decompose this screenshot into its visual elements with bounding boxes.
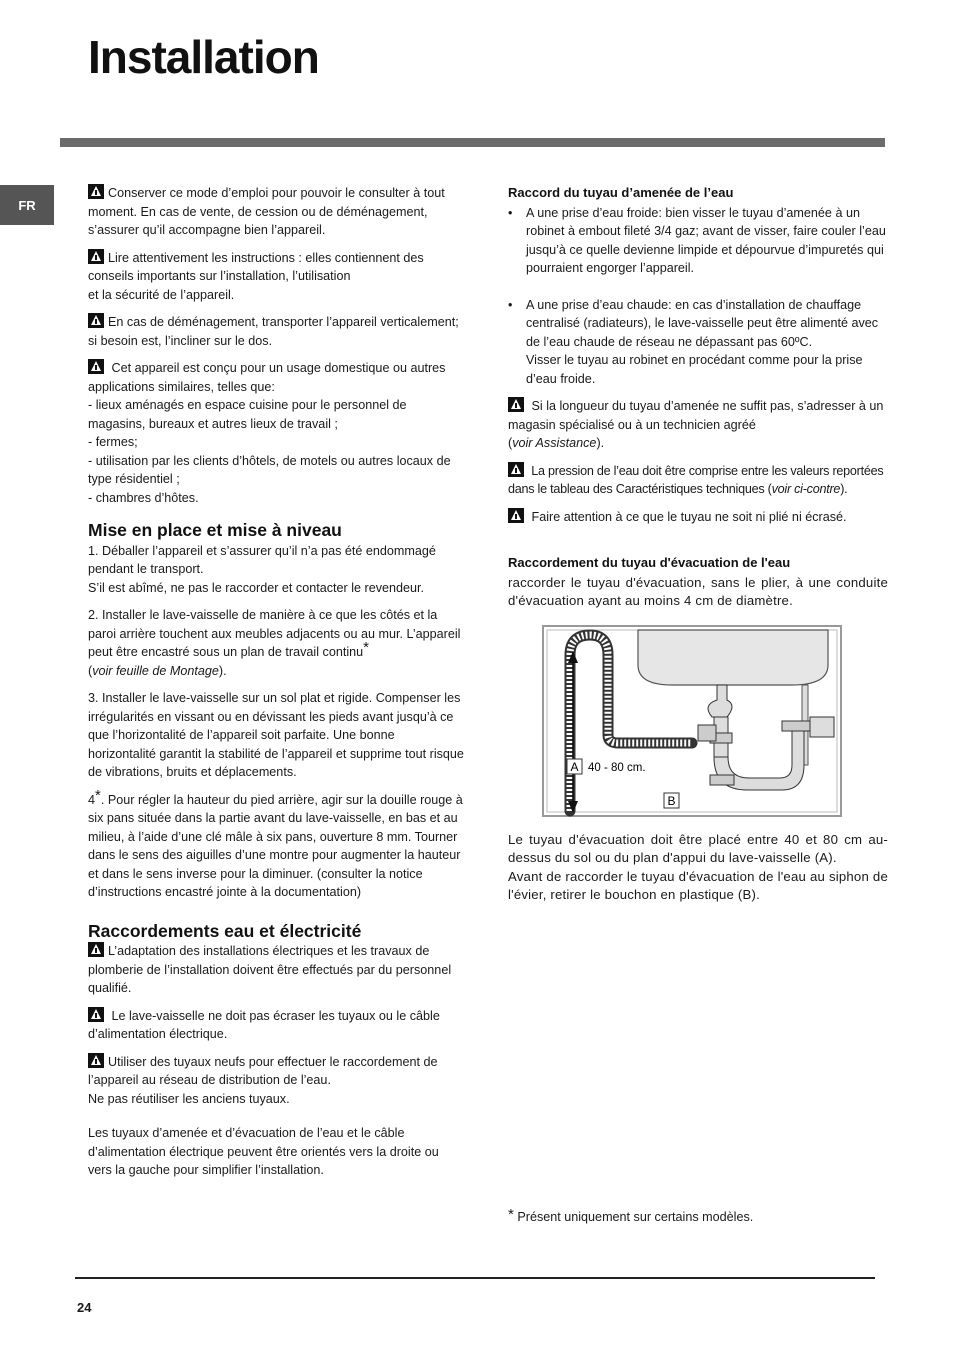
warning-text: Utiliser des tuyaux neufs pour effectuer le raccordement de l’appareil au réseau de distribution de l’eau. [88, 1054, 438, 1087]
step-number: 4 [88, 792, 96, 807]
list-item: - chambres d’hôtes. [88, 490, 199, 505]
wall-outlet-pipe [810, 717, 834, 737]
warning-triangle-icon [508, 397, 524, 412]
warning-text: L’adaptation des installations électriques et les travaux de plomberie de l’installation doivent être effectués par du personnel qualifié. [88, 944, 452, 995]
warning-text: Cet appareil est conçu pour un usage domestique ou autres applications similaires, telles que: [88, 361, 446, 394]
list-item [526, 296, 888, 389]
warning-triangle-icon [88, 1007, 104, 1022]
warning-text: Si la longueur du tuyau d’amenée ne suffit pas, s’adresser à un magasin spécialisé ou à un technicien agréé [508, 399, 884, 432]
list-item-text: A une prise d’eau chaude: en cas d’installation de chauffage centralisé (radiateurs), le lave-vaisselle peut être alimenté avec de l’eau chaude de réseau ne dépassant pas 60ºC. [526, 297, 879, 349]
paragraph [508, 831, 888, 905]
warning-paragraph [88, 1053, 466, 1109]
warning-triangle-icon [88, 313, 104, 328]
page-title: Installation [88, 31, 319, 83]
step-2: 2. Installer le lave-vaisselle de manière à ce que les côtés et la paroi arrière touchent aux meubles adjacents ou au mur. L’appareil peut être encastré sous un plan de travail continu* (voir feuille de Montage). [88, 608, 461, 678]
footnote-marker: * [95, 786, 101, 804]
subsection-heading: Raccord du tuyau d’amenée de l’eau [508, 185, 734, 200]
section-heading: Mise en place et mise à niveau [88, 520, 342, 540]
step-4 [88, 786, 466, 902]
warning-triangle-icon [88, 1053, 104, 1068]
label-b: B [667, 793, 676, 808]
warning-paragraph: La pression de l’eau doit être comprise entre les valeurs reportées dans le tableau des Caractéristiques techniques (voir ci-contre). [508, 463, 884, 496]
warning-triangle-icon [88, 184, 104, 199]
warning-triangle-icon [88, 249, 104, 264]
header-rule [60, 138, 885, 147]
warning-text: La pression de l’eau doit être comprise entre les valeurs reportées dans le tableau des Caractéristiques techniques [508, 463, 884, 496]
warning-triangle-icon [88, 942, 104, 957]
step-1 [88, 542, 466, 598]
subsection-heading: Raccordement du tuyau d'évacuation de l'eau [508, 555, 791, 570]
siphon-nut [782, 721, 812, 731]
label-a: A [570, 759, 579, 774]
warning-paragraph: Si la longueur du tuyau d’amenée ne suffit pas, s’adresser à un magasin spécialisé ou à un technicien agréé (voir Assistance). [508, 399, 884, 450]
warning-paragraph [88, 313, 466, 350]
left-column [88, 184, 466, 1189]
section-heading: Raccordements eau et électricité [88, 920, 362, 941]
siphon-nut [710, 775, 734, 785]
footnote-marker: * [363, 639, 369, 656]
warning-paragraph [88, 942, 466, 998]
warning-text: En cas de déménagement, transporter l’appareil verticalement; si besoin est, l’incliner sur le dos. [88, 315, 459, 348]
bullet-list [508, 204, 888, 389]
step-text: S’il est abîmé, ne pas le raccorder et contacter le revendeur. [88, 580, 425, 595]
warning-text: et la sécurité de l’appareil. [88, 287, 235, 302]
footnote-marker: * [508, 1206, 514, 1223]
warning-paragraph [88, 359, 466, 507]
step-text: . Pour régler la hauteur du pied arrière, agir sur la douille rouge à six pans située dans la partie avant du lave-vaisselle, en bas et au milieu, à l’aide d’une clé mâle à six pans, ouverture 8 mm. Tourner dans le sens des aiguilles d’une montre pour augmenter la hauteur et dans le sens inverse pour la diminuer. (consulter la notice d’instructions encastré jointe à la documentation) [88, 792, 463, 899]
cross-reference: voir feuille de Montage [92, 663, 219, 678]
list-item: - lieux aménagés en espace cuisine pour le personnel de magasins, bureaux et autres lieux de travail ; [88, 398, 407, 431]
warning-text: Le lave-vaisselle ne doit pas écraser les tuyaux ou le câble d’alimentation électrique. [88, 1008, 440, 1041]
warning-triangle-icon [508, 508, 524, 523]
warning-text: Conserver ce mode d’emploi pour pouvoir le consulter à tout moment. En cas de vente, de cession ou de déménagement, s’assurer qu’il accompagne bien l’appareil. [88, 186, 445, 237]
warning-triangle-icon [508, 462, 524, 477]
warning-paragraph [88, 184, 466, 240]
warning-text: Lire attentivement les instructions : elles contiennent des conseils importants sur l’installation, l’utilisation [88, 250, 424, 283]
cross-reference: voir ci-contre [771, 482, 841, 496]
cross-reference: voir Assistance [512, 436, 597, 450]
paragraph: raccorder le tuyau d'évacuation, sans le plier, à une conduite d'évacuation ayant au moins 4 cm de diamètre. [508, 574, 888, 608]
list-item: • A une prise d’eau froide: bien visser le tuyau d’amenée à un robinet à embout fileté 3/4 gaz; avant de visser, faire couler l’eau jusqu’à ce quelle devienne limpide et dépourvue d’impuretés qui pourraient engorger l’appareil. [526, 204, 888, 278]
sink-basin [638, 630, 828, 685]
paragraph: Les tuyaux d’amenée et d’évacuation de l’eau et le câble d’alimentation électrique peuvent être orientés vers la droite ou vers la gauche pour simplifier l’installation. [88, 1126, 439, 1177]
list-item: - utilisation par les clients d’hôtels, de motels ou autres locaux de type résidentiel ; [88, 453, 451, 486]
warning-paragraph [88, 249, 466, 305]
step-text: 2. Installer le lave-vaisselle de manière à ce que les côtés et la paroi arrière touchent aux meubles adjacents ou au mur. L’appareil peut être encastré sous un plan de travail continu [88, 608, 461, 659]
hose-connector [698, 725, 716, 741]
step-3: 3. Installer le lave-vaisselle sur un sol plat et rigide. Compenser les irrégularités en vissant ou en dévissant les pieds avant jusqu’à ce que l’horizontalité de l’appareil soit parfaite. Une bonne horizontalité garantit la stabilité de l’appareil et supprime tout risque de vibrations, bruits et déplacements. [88, 691, 464, 779]
height-range-label: 40 - 80 cm. [588, 761, 646, 774]
paragraph-text: Avant de raccorder le tuyau d'évacuation de l'eau au siphon de l'évier, retirer le bouchon en plastique (B). [508, 868, 888, 902]
drain-hose-diagram [542, 625, 842, 817]
warning-paragraph [508, 508, 888, 527]
footnote [508, 1206, 754, 1224]
step-text: 1. Déballer l’appareil et s’assurer qu’il n’a pas été endommagé pendant le transport. [88, 543, 436, 576]
list-item-text: Visser le tuyau au robinet en procédant comme pour la prise d’eau froide. [526, 353, 863, 386]
list-item: - fermes; [88, 435, 138, 449]
drain-hose-illustration [542, 625, 842, 817]
language-tab: FR [0, 185, 54, 225]
footer-rule [75, 1277, 875, 1279]
warning-triangle-icon [88, 359, 104, 374]
warning-text: Faire attention à ce que le tuyau ne soit ni plié ni écrasé. [531, 509, 847, 524]
warning-paragraph [88, 1007, 466, 1044]
page-number: 24 [77, 1300, 92, 1315]
footnote-text: Présent uniquement sur certains modèles. [517, 1210, 754, 1224]
warning-text: Ne pas réutiliser les anciens tuyaux. [88, 1091, 290, 1106]
paragraph-text: Le tuyau d'évacuation doit être placé entre 40 et 80 cm au-dessus du sol ou du plan d'appui du lave-vaisselle (A). [508, 831, 888, 865]
right-column [508, 184, 888, 905]
